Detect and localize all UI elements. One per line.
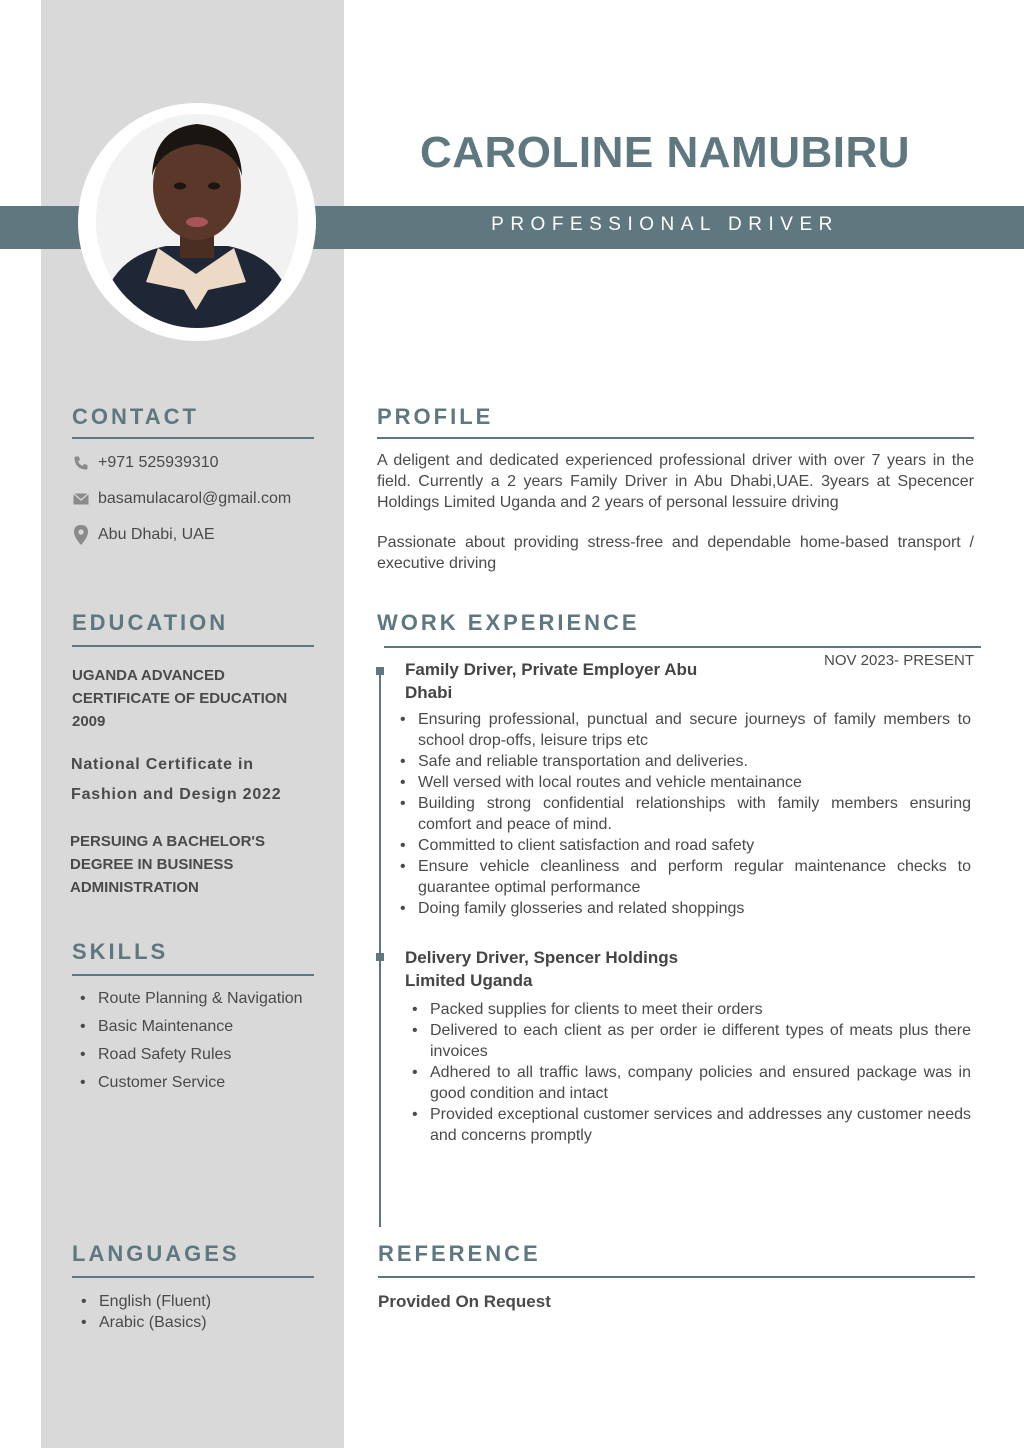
skills-divider <box>72 974 314 976</box>
language-item: • English (Fluent) <box>77 1291 317 1312</box>
phone-text: +971 525939310 <box>98 454 219 471</box>
skill-item: • Road Safety Rules <box>76 1044 336 1065</box>
email-text: basamulacarol@gmail.com <box>98 490 292 507</box>
phone-icon <box>72 454 90 472</box>
duty-item: • Safe and reliable transportation and deliveries. <box>396 751 971 772</box>
reference-text: Provided On Request <box>378 1292 551 1311</box>
job-1-title: Family Driver, Private Employer Abu Dhabi <box>405 660 698 702</box>
skills-list <box>76 988 336 1093</box>
education-heading: EDUCATION <box>72 610 229 635</box>
duty-item: • Delivered to each client as per order ie different types of meats plus there invoices <box>408 1020 971 1062</box>
timeline-marker <box>376 953 384 961</box>
profile-photo <box>96 114 298 328</box>
duty-item: • Packed supplies for clients to meet their orders <box>408 999 971 1020</box>
education-item: National Certificate in Fashion and Design 2022 <box>71 756 282 803</box>
duty-item: • Doing family glosseries and related shoppings <box>396 898 971 919</box>
job-1-duties <box>396 709 971 919</box>
skill-item: • Customer Service <box>76 1072 336 1093</box>
job-2-title: Delivery Driver, Spencer Holdings Limited Uganda <box>405 948 679 990</box>
skills-heading: SKILLS <box>72 939 169 964</box>
profile-paragraph: Passionate about providing stress-free and dependable home-based transport / executive driving <box>377 534 974 572</box>
contact-phone <box>72 454 219 472</box>
duty-item: • Committed to client satisfaction and road safety <box>396 835 971 856</box>
job-2-duties <box>408 999 971 1146</box>
skill-item: • Route Planning & Navigation <box>76 988 336 1009</box>
language-item: • Arabic (Basics) <box>77 1312 317 1333</box>
mail-icon <box>72 490 90 508</box>
duty-item: • Ensure vehicle cleanliness and perform regular maintenance checks to guarantee optimal performance <box>396 856 971 898</box>
timeline-marker <box>376 667 384 675</box>
contact-location <box>72 526 215 544</box>
languages-list <box>77 1291 317 1333</box>
job-1-date: NOV 2023- PRESENT <box>824 652 975 669</box>
education-item: UGANDA ADVANCED CERTIFICATE OF EDUCATION 2009 <box>72 667 288 730</box>
languages-divider <box>72 1276 314 1278</box>
duty-item: • Well versed with local routes and vehicle mentainance <box>396 772 971 793</box>
education-item: PERSUING A BACHELOR'S DEGREE IN BUSINESS ADMINISTRATION <box>70 833 265 896</box>
contact-divider <box>72 437 314 439</box>
contact-heading: CONTACT <box>72 404 199 429</box>
location-pin-icon <box>72 526 90 544</box>
timeline-line <box>379 667 381 1227</box>
job-title: PROFESSIONAL DRIVER <box>491 214 839 235</box>
work-experience-heading: WORK EXPERIENCE <box>377 610 640 635</box>
skill-item: • Basic Maintenance <box>76 1016 336 1037</box>
duty-item: • Adhered to all traffic laws, company policies and ensured package was in good condition and intact <box>408 1062 971 1104</box>
candidate-name: CAROLINE NAMUBIRU <box>419 128 911 177</box>
profile-paragraph: A deligent and dedicated experienced professional driver with over 7 years in the field. Currently a 2 years Family Driver in Abu Dhabi,UAE. 3years at Specencer Holdings Limited Uganda and 2 years of personal lessuire driving <box>377 452 974 511</box>
duty-item: • Provided exceptional customer services and addresses any customer needs and concerns promptly <box>408 1104 971 1146</box>
education-divider <box>72 645 314 647</box>
profile-heading: PROFILE <box>377 404 494 429</box>
profile-divider <box>377 437 974 439</box>
work-experience-divider <box>384 646 981 648</box>
duty-item: • Ensuring professional, punctual and secure journeys of family members to school drop-offs, leisure trips etc <box>396 709 971 751</box>
reference-heading: REFERENCE <box>378 1241 541 1266</box>
duty-item: • Building strong confidential relationships with family members ensuring comfort and peace of mind. <box>396 793 971 835</box>
reference-divider <box>378 1276 975 1278</box>
location-text: Abu Dhabi, UAE <box>98 526 215 543</box>
contact-email <box>72 490 291 508</box>
languages-heading: LANGUAGES <box>72 1241 240 1266</box>
